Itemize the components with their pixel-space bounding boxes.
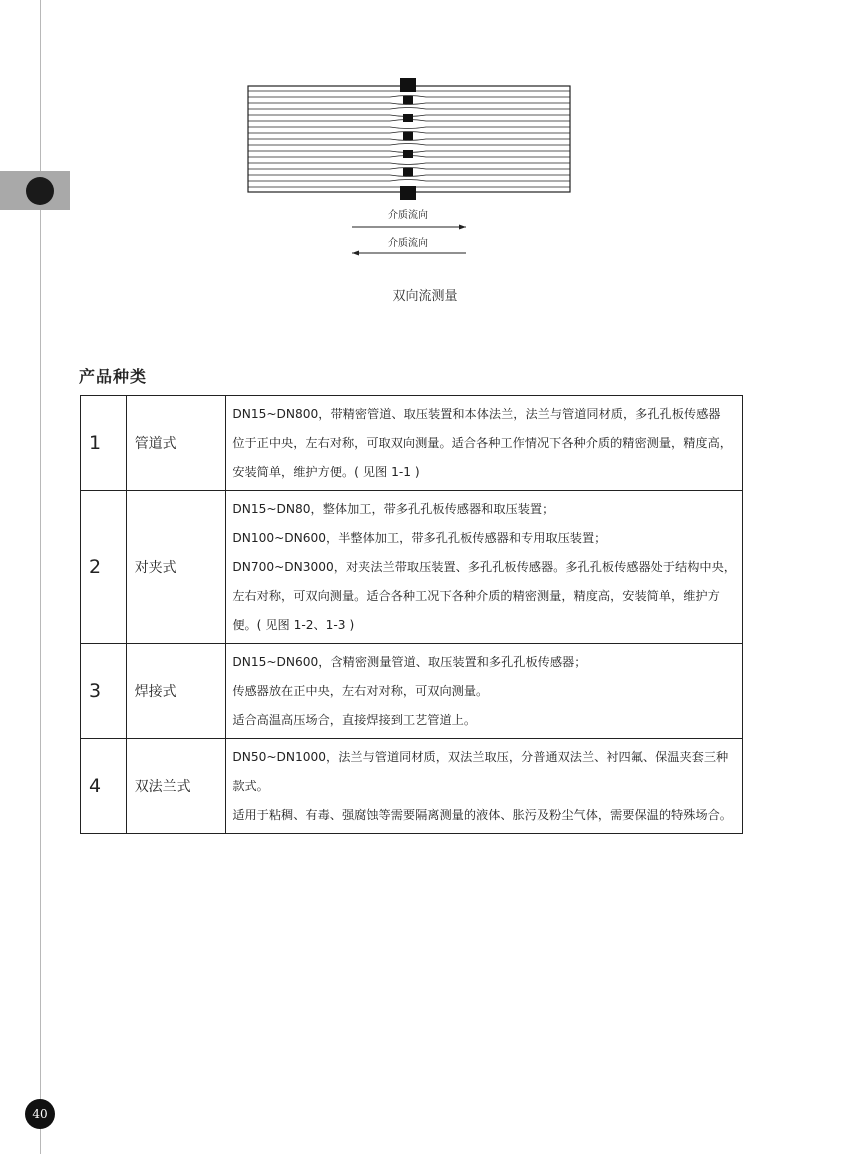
description-line: 安装简单，维护方便。( 见图 1-1 ) xyxy=(232,465,420,479)
product-description xyxy=(226,396,743,491)
product-number: 2 xyxy=(81,491,127,644)
description-line: DN700~DN3000，对夹法兰带取压装置、多孔孔板传感器。多孔孔板传感器处于结构中央， xyxy=(232,560,736,574)
product-description xyxy=(226,739,743,834)
table-row xyxy=(81,739,743,834)
description-line: 款式。 xyxy=(232,779,269,793)
product-name: 对夹式 xyxy=(126,491,226,644)
description-line: 左右对称，可双向测量。适合各种工况下各种介质的精密测量，精度高，安装简单，维护方 xyxy=(232,589,720,603)
diagram-caption: 双向流测量 xyxy=(392,289,458,304)
product-name: 管道式 xyxy=(126,396,226,491)
description-line: 适用于粘稠、有毒、强腐蚀等需要隔离测量的液体、胀污及粉尘气体，需要保温的特殊场合。 xyxy=(232,808,732,822)
description-line: DN100~DN600，半整体加工，带多孔孔板传感器和专用取压装置； xyxy=(232,531,607,545)
description-line: 传感器放在正中央，左右对对称，可双向测量。 xyxy=(232,684,489,698)
product-name: 焊接式 xyxy=(126,644,226,739)
flow-label-forward: 介质流向 xyxy=(388,210,428,221)
page-number: 40 xyxy=(25,1099,55,1129)
table-row xyxy=(81,491,743,644)
product-number: 1 xyxy=(81,396,127,491)
table-row xyxy=(81,396,743,491)
description-line: 位于正中央，左右对称，可取双向测量。适合各种工作情况下各种介质的精密测量，精度高， xyxy=(232,436,732,450)
product-name: 双法兰式 xyxy=(126,739,226,834)
description-line: DN50~DN1000，法兰与管道同材质，双法兰取压，分普通双法兰、衬四氟、保温夹套三种 xyxy=(232,750,729,764)
product-number: 4 xyxy=(81,739,127,834)
description-line: DN15~DN600，含精密测量管道、取压装置和多孔孔板传感器； xyxy=(232,655,587,669)
section-title: 产品种类 xyxy=(79,367,148,386)
table-row xyxy=(81,644,743,739)
product-description xyxy=(226,491,743,644)
flow-label-reverse: 介质流向 xyxy=(388,238,428,249)
product-types-table xyxy=(80,395,743,834)
product-number: 3 xyxy=(81,644,127,739)
description-line: DN15~DN800，带精密管道、取压装置和本体法兰，法兰与管道同材质，多孔孔板传感器 xyxy=(232,407,721,421)
side-dot-marker xyxy=(26,177,54,205)
description-line: 适合高温高压场合，直接焊接到工艺管道上。 xyxy=(232,713,477,727)
orifice-plate-drawing xyxy=(240,70,580,270)
description-line: DN15~DN80，整体加工，带多孔孔板传感器和取压装置； xyxy=(232,502,555,516)
bidirectional-flow-diagram xyxy=(240,70,580,274)
description-line: 便。( 见图 1-2、1-3 ) xyxy=(232,618,355,632)
product-description xyxy=(226,644,743,739)
